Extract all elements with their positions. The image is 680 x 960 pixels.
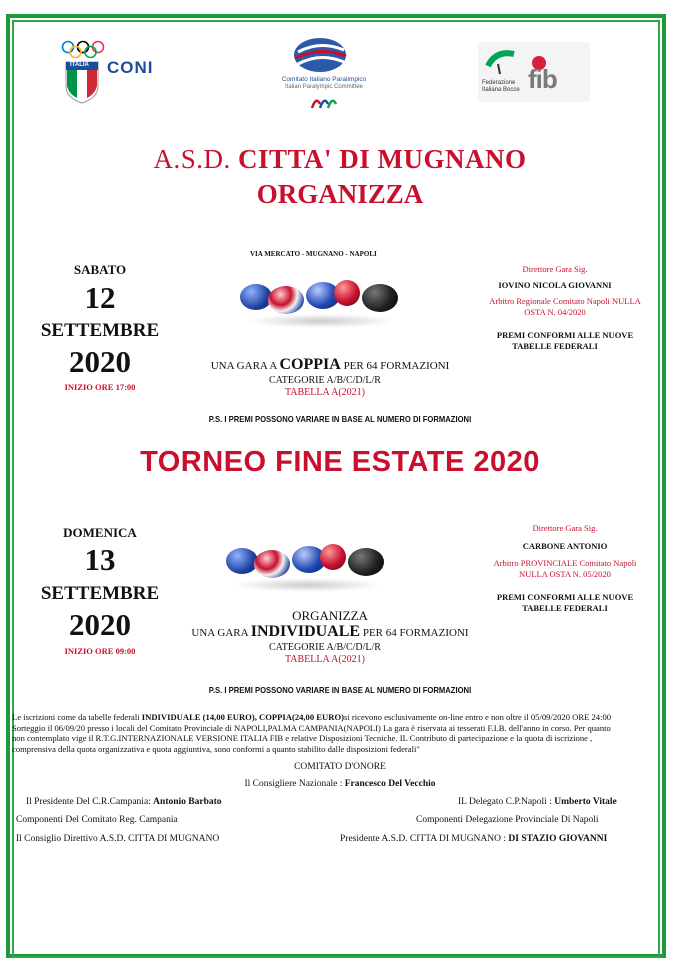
event2-director-role-1: Arbitro PROVINCIALE Comitato Napoli (493, 558, 637, 568)
provincial-delegate (458, 797, 617, 807)
event1-bocce-balls-image (240, 276, 410, 336)
italia-shield-logo (64, 60, 100, 104)
councillor-label: Il Consigliere Nazionale : (244, 779, 345, 789)
event1-categories: CATEGORIE A/B/C/D/L/R (269, 375, 381, 386)
organizer-prefix: A.S.D. (153, 144, 238, 174)
fib-logo (478, 42, 590, 102)
event1-race-line (180, 356, 480, 374)
fib-wordmark: fib (528, 64, 557, 94)
event1-director-role-2: OSTA N. 04/2020 (524, 307, 586, 317)
event2-date: 13 (84, 542, 116, 577)
event2-categories: CATEGORIE A/B/C/D/L/R (269, 642, 381, 653)
national-councillor (0, 779, 680, 789)
italia-label: ITALIA (70, 62, 89, 68)
event1-prizes-2: TABELLE FEDERALI (512, 341, 598, 351)
event1-table: TABELLA A(2021) (284, 387, 366, 398)
event1-director-role-1: Arbitro Regionale Comitato Napoli NULLA (489, 296, 641, 306)
fib-federazione: Federazione (482, 80, 516, 86)
organizer-title (0, 144, 680, 175)
registration-line-1 (12, 712, 660, 723)
event1-day: SABATO (73, 262, 127, 277)
delegate-name: Umberto Vitale (554, 797, 617, 807)
ball-icon (334, 280, 360, 306)
event2-director-name: CARBONE ANTONIO (522, 541, 608, 551)
registration-fees: INDIVIDUALE (14,00 EURO), COPPIA(24,00 EURO) (141, 712, 344, 722)
ball-icon (268, 286, 304, 314)
event1-race-suffix: PER 64 FORMAZIONI (340, 360, 450, 372)
event1-director-label: Direttore Gara Sig. (522, 264, 588, 274)
ball-shadow (232, 578, 382, 592)
event1-race-prefix: UNA GARA A (210, 360, 280, 372)
coni-logo-text: CONI (107, 58, 154, 77)
regional-president (26, 797, 222, 807)
event2-director-role-2: NULLA OSTA N. 05/2020 (519, 569, 611, 579)
councillor-name: Francesco Del Vecchio (344, 779, 436, 789)
event2-ps-note: P.S. I PREMI POSSONO VARIARE IN BASE AL NUMERO DI FORMAZIONI (208, 685, 472, 695)
ball-icon (348, 548, 384, 576)
cip-logo (264, 36, 384, 116)
asd-president (340, 834, 607, 844)
asd-president-name: DI STAZIO GIOVANNI (508, 834, 608, 844)
event2-race-suffix: PER 64 FORMAZIONI (360, 627, 469, 639)
cip-subname: Italian Paralympic Committee (284, 84, 364, 90)
event1-race-type: COPPIA (279, 356, 341, 373)
organizer-subtitle: ORGANIZZA (256, 179, 424, 209)
event1-year: 2020 (69, 344, 131, 379)
event1-director-name: IOVINO NICOLA GIOVANNI (498, 280, 612, 290)
provincial-delegation-members: Componenti Delegazione Provinciale Di Napoli (416, 815, 599, 825)
honor-committee-title: COMITATO D'ONORE (294, 762, 386, 772)
event2-director-label: Direttore Gara Sig. (532, 523, 598, 533)
event2-start: INIZIO ORE 09:00 (64, 646, 136, 656)
event1-ps-note: P.S. I PREMI POSSONO VARIARE IN BASE AL NUMERO DI FORMAZIONI (208, 414, 472, 424)
registration-line-2: Sorteggio il 06/09/20 presso i locali del Comitato Provinciale di NAPOLI,PALMA CAMPANIA(NAPOLI) La gara è riservata ai tesserati F.I.B. dell'anno in corso. Per quanto (12, 722, 611, 733)
organizer-name: CITTA' DI MUGNANO (238, 144, 527, 174)
president-label: Il Presidente Del C.R.Campania: (26, 797, 154, 807)
event2-prizes-1: PREMI CONFORMI ALLE NUOVE (496, 592, 634, 602)
event2-month: SETTEMBRE (40, 583, 160, 604)
agitos-icon (310, 94, 338, 112)
event2-table: TABELLA A(2021) (284, 654, 366, 665)
event1-prizes-1: PREMI CONFORMI ALLE NUOVE (496, 330, 634, 340)
event1-date: 12 (84, 280, 116, 315)
registration-text (12, 712, 660, 754)
ball-shadow (246, 314, 396, 328)
event2-race-type: INDIVIDUALE (250, 623, 361, 640)
fib-bocce: Italiana Bocce (482, 87, 520, 93)
registration-line-4: comprensiva della quota organizzativa e quota aggiuntiva, sono conformi a quanto stabilito dalle disposizioni federali" (12, 743, 420, 754)
event1-month: SETTEMBRE (40, 320, 160, 341)
regional-committee-members: Componenti Del Comitato Reg. Campania (16, 815, 178, 825)
asd-president-label: Presidente A.S.D. CITTA DI MUGNANO : (340, 834, 509, 844)
event2-day: DOMENICA (63, 525, 137, 540)
board-of-directors: Il Consiglio Direttivo A.S.D. CITTA DI MUGNANO (16, 834, 220, 844)
event2-race-line (170, 623, 490, 641)
tournament-title: TORNEO FINE ESTATE 2020 (140, 446, 540, 478)
event1-venue: VIA MERCATO - MUGNANO - NAPOLI (250, 250, 377, 258)
event2-year: 2020 (69, 607, 131, 642)
cip-name: Comitato Italiano Paralimpico (281, 76, 367, 83)
olympic-rings-icon (60, 40, 106, 58)
event2-bocce-balls-image (226, 540, 396, 600)
event2-race-prefix: UNA GARA (191, 627, 251, 639)
ball-icon (254, 550, 290, 578)
ball-icon (320, 544, 346, 570)
ball-icon (362, 284, 398, 312)
registration-deadline: si ricevono esclusivamente on-line entro e non oltre il 05/09/2020 ORE 24:00 (344, 712, 612, 722)
delegate-label: IL Delegato C.P.Napoli : (458, 797, 555, 807)
event2-prizes-2: TABELLE FEDERALI (522, 603, 608, 613)
registration-intro: Le iscrizioni come da tabelle federali (12, 712, 142, 722)
event2-organizes: ORGANIZZA (292, 608, 368, 623)
registration-line-3: non contemplato vige il R.T.G.INTERNAZIONALE VERSIONE ITALIA FIB e relative Disposizioni Tecniche. IL Contributo di partecipazione e la quota di iscrizione , (12, 733, 593, 743)
event1-start: INIZIO ORE 17:00 (64, 382, 136, 392)
president-name: Antonio Barbato (153, 797, 222, 807)
